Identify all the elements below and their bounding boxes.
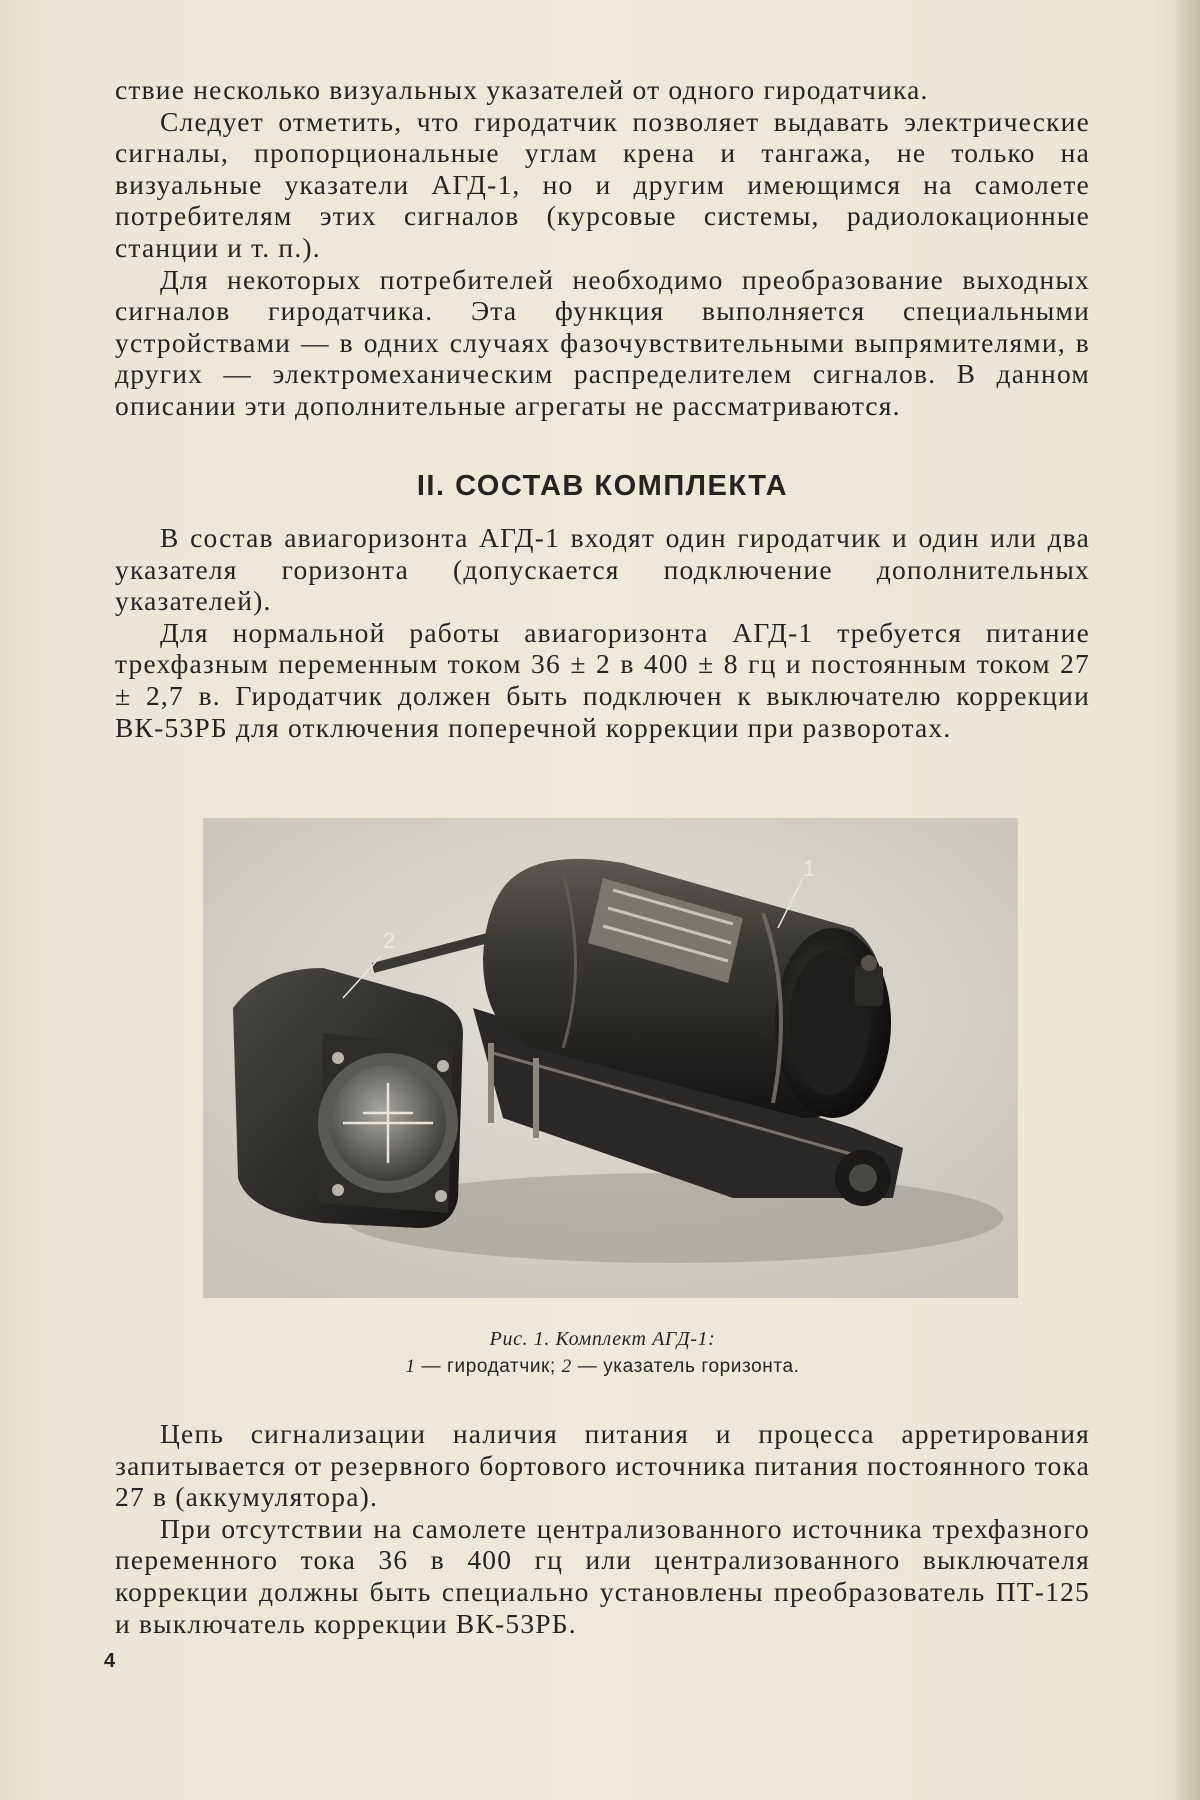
text-block-bottom	[115, 1418, 1090, 1639]
paragraph: Цепь сигнализации наличия питания и процесса арретирования запитывается от резервного бортового источника питания постоянного тока 27 в (аккумулятора).	[115, 1418, 1091, 1513]
page-number: 4	[104, 1650, 116, 1672]
figure-photo	[203, 818, 1018, 1298]
text-block-top	[115, 74, 1090, 422]
paragraph: Для нормальной работы авиагоризонта АГД-1 требуется питание трехфазным переменным током 36 ± 2 в 400 ± 8 гц и постоянным током 27 ± 2,7 в. Гиродатчик должен быть подключен к выключателю коррекции ВК-53РБ для отключения поперечной коррекции при разворотах.	[115, 616, 1090, 743]
equipment-photo-illustration	[203, 818, 1018, 1298]
paragraph: Для некоторых потребителей необходимо преобразование выходных сигналов гиродатчика. Эта функция выполняется специальными устройствами — в одних случаях фазочувствительными выпрямителями, в других — электромеханическим распределителем сигналов. В данном описании эти дополнительные агрегаты не рассматриваются.	[115, 263, 1090, 421]
paragraph: В состав авиагоризонта АГД-1 входят один гиродатчик и один или два указателя горизонта (допускается подключение дополнительных указателей).	[115, 522, 1090, 617]
figure-caption-legend	[115, 1356, 1090, 1378]
legend-number-1: 1	[405, 1356, 416, 1377]
paragraph: При отсутствии на самолете централизованного источника трехфазного переменного тока 36 в 400 гц или централизованного выключателя коррекции должны быть специально установлены преобразователь ПТ-125 и выключатель коррекции ВК-53РБ.	[115, 1512, 1090, 1639]
text-block-middle	[115, 522, 1090, 743]
paragraph: Следует отметить, что гиродатчик позволяет выдавать электрические сигналы, пропорциональные углам крена и тангажа, не только на визуальные указатели АГД-1, но и другим имеющимся на самолете потребителям этих сигналов (курсовые системы, радиолокационные станции и т. п.).	[115, 105, 1090, 263]
legend-text-2: — указатель горизонта.	[571, 1356, 800, 1377]
figure-label-2: 2	[383, 928, 396, 953]
figure-caption-title: Рис. 1. Комплект АГД-1:	[489, 1328, 716, 1350]
paragraph: ствие несколько визуальных указателей от одного гиродатчика.	[115, 74, 929, 105]
section-heading: II. СОСТАВ КОМПЛЕКТА	[416, 470, 789, 502]
legend-text-1: — гиродатчик;	[415, 1356, 562, 1377]
figure-label-1: 1	[803, 856, 816, 881]
legend-number-2: 2	[561, 1356, 572, 1377]
page-edge-shadow	[1172, 0, 1200, 1800]
